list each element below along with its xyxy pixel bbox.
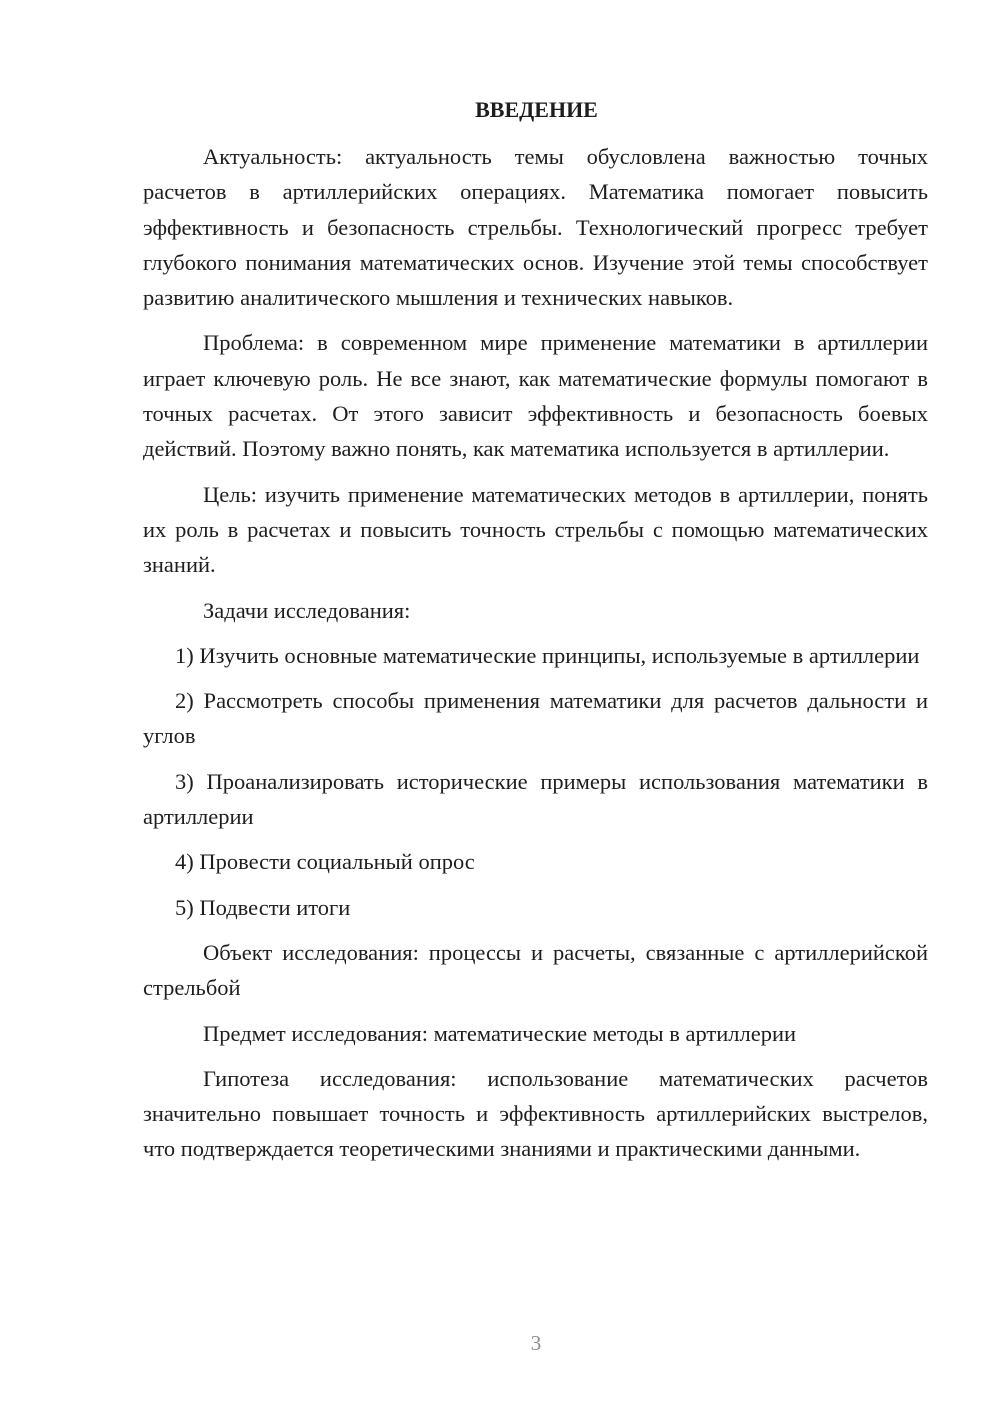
- paragraph-goal: Цель: изучить применение математических методов в артиллерии, понять их роль в расчетах и повысить точность стрельбы с помощью математических знаний.: [143, 481, 928, 578]
- task-item-5: 5) Подвести итоги: [175, 894, 351, 920]
- task-item-1: 1) Изучить основные математические принципы, используемые в артиллерии: [175, 642, 920, 668]
- task-item-4: 4) Провести социальный опрос: [175, 849, 475, 875]
- page-number: 3: [530, 1331, 542, 1355]
- task-item-2: 2) Рассмотреть способы применения математики для расчетов дальности и углов: [143, 688, 928, 749]
- task-item-3: 3) Проанализировать исторические примеры использования математики в артиллерии: [143, 768, 928, 830]
- paragraph-relevance: Актуальность: актуальность темы обусловлена важностью точных расчетов в артиллерийских операциях. Математика помогает повысить эффективность и безопасность стрельбы. Технологический прогресс требует глубокого понимания математических основ. Изучение этой темы способствует развитию аналитического мышления и технических навыков.: [143, 144, 928, 311]
- page-body: [143, 92, 928, 1177]
- paragraph-subject: Предмет исследования: математические методы в артиллерии: [203, 1020, 797, 1046]
- tasks-heading: Задачи исследования:: [203, 597, 411, 623]
- paragraph-problem: Проблема: в современном мире применение математики в артиллерии играет ключевую роль. Не все знают, как математические формулы помогают в точных расчетах. От этого зависит эффективность и безопасность боевых действий. Поэтому важно понять, как математика используется в артиллерии.: [143, 330, 928, 462]
- paragraph-object: Объект исследования: процессы и расчеты, связанные с артиллерийской стрельбой: [143, 939, 928, 1001]
- paragraph-hypothesis: Гипотеза исследования: использование математических расчетов значительно повышает точность и эффективность артиллерийских выстрелов, что подтверждается теоретическими знаниями и практическими данными.: [143, 1065, 928, 1162]
- section-title: ВВЕДЕНИЕ: [475, 97, 598, 122]
